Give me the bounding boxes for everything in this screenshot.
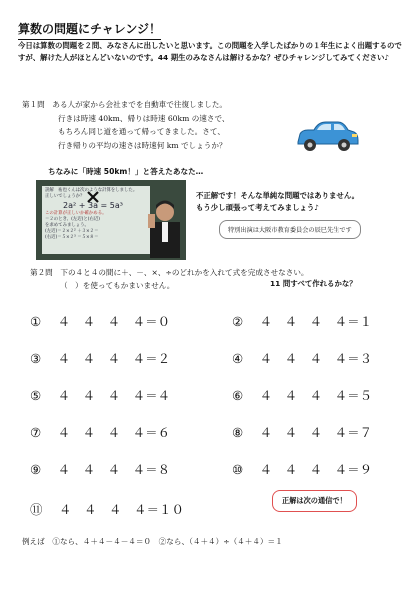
- hint-text: ちなみに「時速 50km！」と答えたあなた…: [48, 167, 204, 176]
- example-text: 例えば ①なら、４＋４－４－４＝０ ②なら、（４＋４）÷（４＋４）＝１: [22, 537, 283, 546]
- guest-caption: 特別出演は大阪市教育委員会の辰巳先生です: [219, 220, 361, 239]
- incorrect-line: もう少し頑張って考えてみましょう♪: [196, 203, 319, 212]
- equation-10: ⑩ ４ ４ ４ ４＝９: [232, 462, 373, 477]
- intro-text: 今日は算数の問題を２問、みなさんに出したいと思います。この問題を入学したばかりの１年生によく出題するのですが、解けた人がほとんどいないのです。44 期生のみなさんは解けるかな？ぜひチャレンジしてみてください♪: [18, 41, 402, 62]
- question-1-line: 行き帰りの平均の速さは時速何 km でしょうか？: [58, 140, 227, 150]
- question-2-note: 11 問すべて作れるかな？: [270, 279, 357, 288]
- board-line: 正しいでしょうか？: [45, 194, 85, 199]
- board-line: この計算が正しいか確かめる。: [45, 211, 107, 216]
- equation-4: ④ ４ ４ ４ ４＝３: [232, 351, 373, 366]
- question-2-line: 下の４と４の間に＋、－、×、÷のどれかを入れて式を完成させなさい。: [60, 268, 309, 277]
- car-icon: [292, 118, 362, 154]
- equation-8: ⑧ ４ ４ ４ ４＝７: [232, 425, 373, 440]
- question-1-label: 第１問: [22, 100, 45, 109]
- board-line: を求めてみましょう。: [45, 223, 89, 228]
- incorrect-message: [196, 190, 359, 214]
- teacher-photo: [36, 180, 186, 260]
- equation-5: ⑤ ４ ４ ４ ４＝４: [30, 388, 171, 403]
- equation-7: ⑦ ４ ４ ４ ４＝６: [30, 425, 171, 440]
- question-1-line: もちろん同じ道を通って帰ってきました。さて、: [58, 127, 225, 136]
- equation-3: ③ ４ ４ ４ ４＝２: [30, 351, 171, 366]
- question-1: [22, 98, 282, 152]
- question-1-line: ある人が家から会社までを自動車で往復しました。: [52, 100, 228, 109]
- page-title: 算数の問題にチャレンジ！: [18, 20, 161, 40]
- answer-note: 正解は次の通信で！: [272, 490, 357, 512]
- teacher-figure: [148, 192, 182, 258]
- incorrect-line: 不正解です！そんな単純な問題ではありません。: [196, 191, 360, 200]
- question-1-line: 行きは時速 40km、帰りは時速 60km の速さで、: [58, 113, 230, 123]
- cross-mark-icon: [86, 190, 100, 204]
- equation-6: ⑥ ４ ４ ４ ４＝５: [232, 388, 373, 403]
- board-line: (右辺)＝５×２³ ＝５×８＝: [45, 235, 99, 240]
- equation-11: ⑪ ４ ４ ４ ４＝１０: [30, 502, 184, 517]
- equation-9: ⑨ ４ ４ ４ ４＝８: [30, 462, 171, 477]
- question-2-label: 第２問: [30, 268, 53, 277]
- board-line: (左辺)＝２×２² ＋３×２＝: [45, 229, 99, 234]
- board-formula: 2a² + 3a = 5a³: [63, 201, 123, 210]
- board-line: ＝２のとき、(左辺)と(右辺): [45, 217, 100, 222]
- question-2-line: （ ）を使ってもかまいません。: [60, 281, 175, 290]
- equation-2: ② ４ ４ ４ ４＝１: [232, 314, 373, 329]
- board-line: 誤解 祐也くんは次のような計算をしました。: [45, 188, 138, 193]
- equation-1: ① ４ ４ ４ ４＝０: [30, 314, 171, 329]
